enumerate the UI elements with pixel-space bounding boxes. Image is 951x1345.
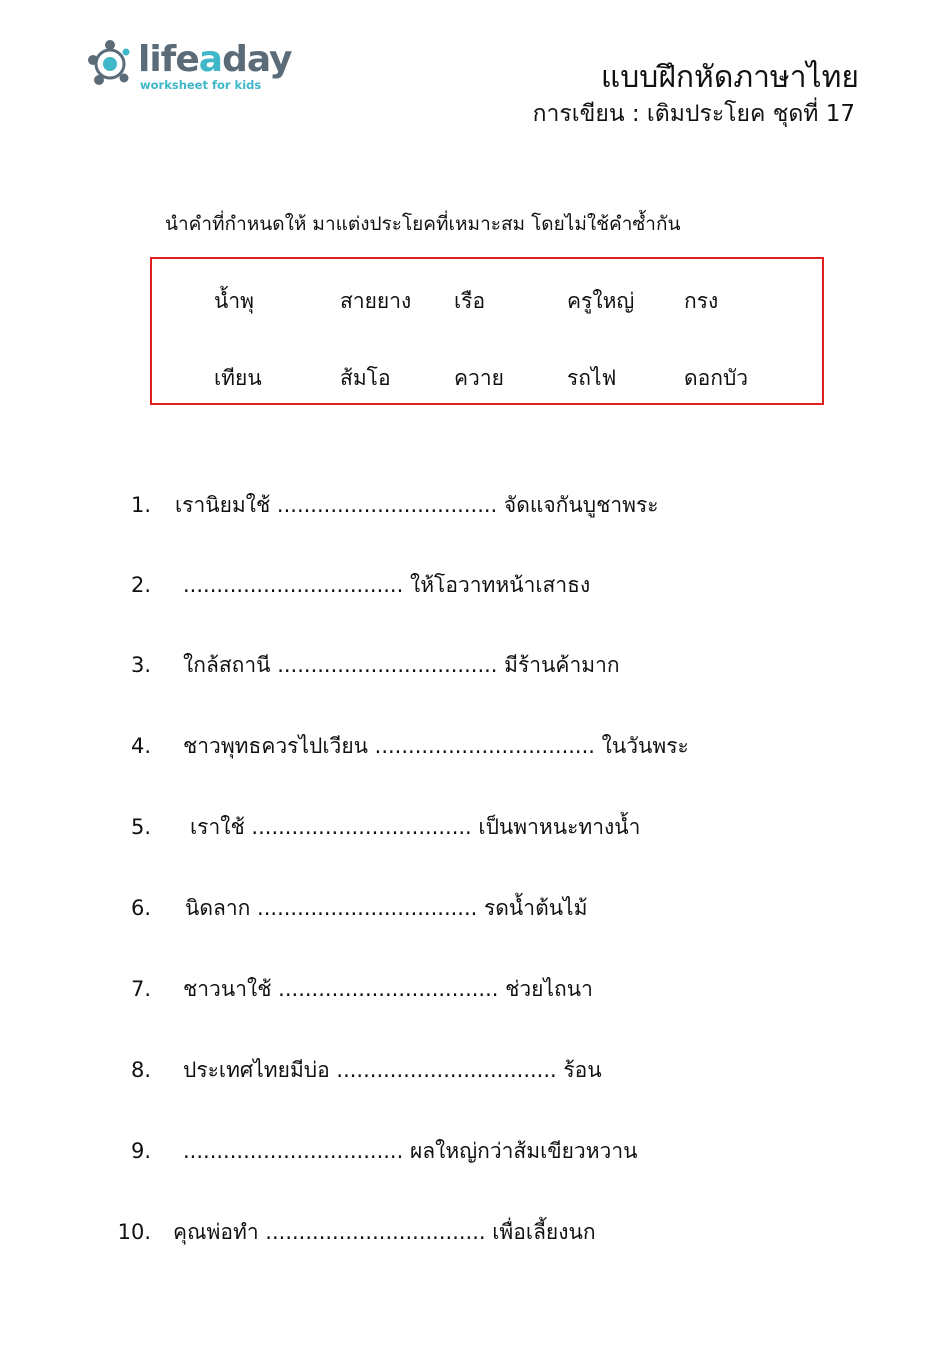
question-item <box>0 488 951 522</box>
question-number: 4. <box>130 734 151 758</box>
word-bank-item: รถไฟ <box>567 366 617 390</box>
question-text: ใกล้สถานี ................................. มีร้านค้ามาก <box>183 653 620 677</box>
question-text: นิดลาก ................................. รดน้ำต้นไม้ <box>185 896 588 920</box>
word-bank-item: สายยาง <box>340 289 412 313</box>
word-bank-item: น้ำพุ <box>214 289 254 313</box>
question-number: 5. <box>130 815 151 839</box>
word-bank-item: เทียน <box>214 366 262 390</box>
question-text: ................................. ผลใหญ่กว่าส้มเขียวหวาน <box>183 1139 638 1163</box>
question-item <box>0 568 951 602</box>
question-text: เรานิยมใช้ ................................. จัดแจกันบูชาพระ <box>175 493 659 517</box>
word-bank-item: ควาย <box>454 366 504 390</box>
question-item <box>0 648 951 682</box>
question-item <box>0 1053 951 1087</box>
question-number: 6. <box>130 896 151 920</box>
question-item <box>0 729 951 763</box>
question-number: 9. <box>130 1139 151 1163</box>
question-item <box>0 972 951 1006</box>
word-bank-item: ดอกบัว <box>684 366 749 390</box>
worksheet-title: แบบฝึกหัดภาษาไทย <box>600 60 859 95</box>
logo-wordmark: lifeaday <box>138 39 292 80</box>
word-bank-item: ส้มโอ <box>340 366 391 390</box>
logo-tagline: worksheet for kids <box>140 78 262 92</box>
word-bank-item: ครูใหญ่ <box>567 289 635 313</box>
word-bank-item: เรือ <box>454 289 486 313</box>
question-number: 7. <box>130 977 151 1001</box>
question-number: 2. <box>130 573 151 597</box>
worksheet-subtitle: การเขียน : เติมประโยค ชุดที่ 17 <box>532 101 855 127</box>
question-text: เราใช้ ................................. เป็นพาหนะทางน้ำ <box>190 815 641 839</box>
question-item <box>0 1215 951 1249</box>
question-text: คุณพ่อทำ ................................. เพื่อเลี้ยงนก <box>173 1220 596 1244</box>
molecule-icon <box>84 36 136 92</box>
question-item <box>0 1134 951 1168</box>
instruction-text: นำคำที่กำหนดให้ มาแต่งประโยคที่เหมาะสม โดยไม่ใช้คำซ้ำกัน <box>165 213 681 235</box>
question-item <box>0 810 951 844</box>
lifeaday-logo <box>84 36 292 96</box>
question-text: ชาวนาใช้ ................................. ช่วยไถนา <box>183 977 593 1001</box>
word-bank-item: กรง <box>684 289 719 313</box>
question-number: 1. <box>130 493 151 517</box>
question-number: 3. <box>130 653 151 677</box>
question-text: ชาวพุทธควรไปเวียน ................................. ในวันพระ <box>183 734 689 758</box>
question-number: 8. <box>130 1058 151 1082</box>
question-number: 10. <box>117 1220 151 1244</box>
question-item <box>0 891 951 925</box>
question-text: ประเทศไทยมีบ่อ ................................. ร้อน <box>183 1058 602 1082</box>
question-text: ................................. ให้โอวาทหน้าเสาธง <box>183 573 591 597</box>
word-bank-box <box>150 257 824 405</box>
